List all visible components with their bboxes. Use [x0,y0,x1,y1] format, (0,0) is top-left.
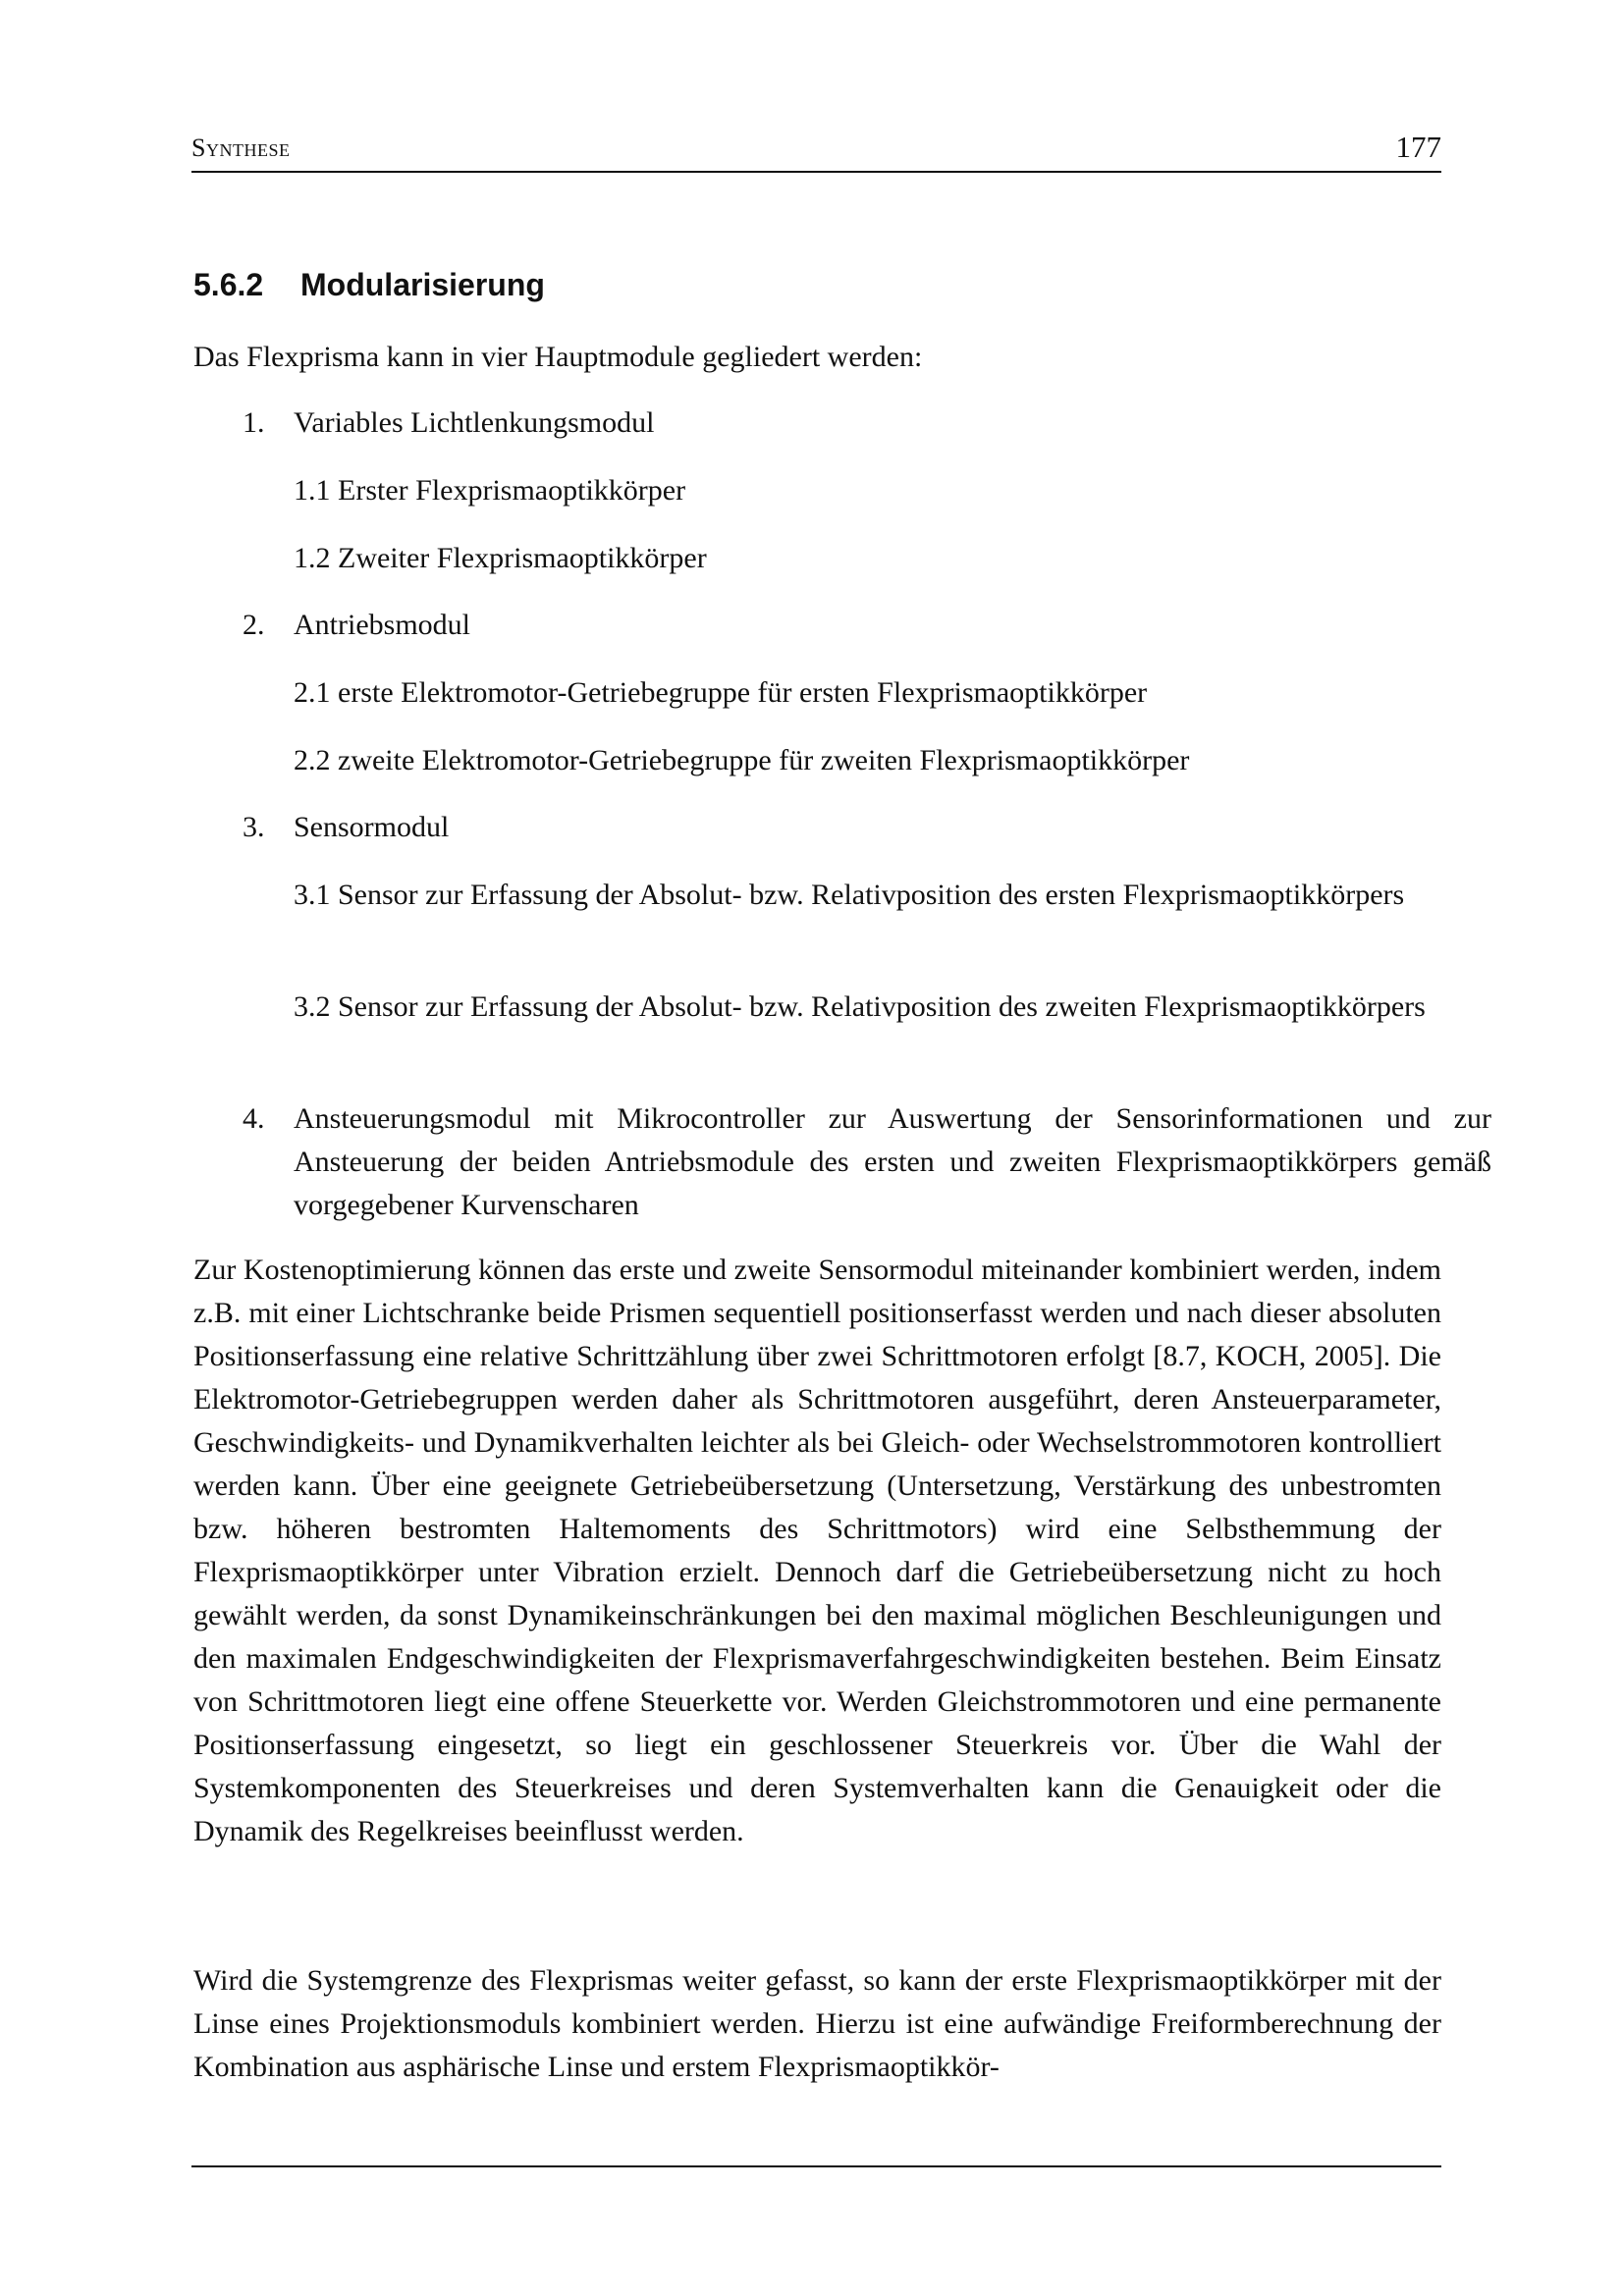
section-title: Modularisierung [300,267,545,302]
header-title: Synthese [191,133,291,162]
footer-rule [191,2165,1441,2167]
list-item-label: Ansteuerungsmodul mit Mikrocontroller zur Auswertung der Sensorinformationen und zur Ansteuerung der beiden Antriebsmodule des ersten und zweiten Flexprismaoptikkörpers gemäß vorgegebener Kurvenscharen [294,1102,1491,1221]
page-number: 177 [1395,130,1441,164]
list-item-label: Antriebsmodul [294,609,470,641]
list-item-module-4 [243,1097,1491,1227]
list-marker: 3. [243,811,265,843]
sub-item-3-1: 3.1 Sensor zur Erfassung der Absolut- bzw. Relativposition des ersten Flexprismaoptikkörpers [294,879,1405,911]
running-header [191,130,1441,173]
intro-sentence: Das Flexprisma kann in vier Hauptmodule gegliedert werden: [193,341,923,373]
section-number: 5.6.2 [193,267,264,302]
list-item-label: Sensormodul [294,811,450,843]
sub-item-2-1: 2.1 erste Elektromotor-Getriebegruppe für ersten Flexprismaoptikkörper [294,676,1148,709]
sub-item-1-1: 1.1 Erster Flexprismaoptikkörper [294,474,686,507]
list-item-module-1 [243,401,1440,445]
list-item-module-2 [243,604,1440,647]
section-heading [193,267,545,303]
sub-item-2-2: 2.2 zweite Elektromotor-Getriebegruppe für zweiten Flexprismaoptikkörper [294,744,1190,776]
sub-item-1-2: 1.2 Zweiter Flexprismaoptikkörper [294,542,707,574]
body-paragraph-2: Wird die Systemgrenze des Flexprismas weiter gefasst, so kann der erste Flexprismaoptikkörper mit der Linse eines Projektionsmoduls kombiniert werden. Hierzu ist eine aufwändige Freiformberechnung der Kombination aus asphärische Linse und erstem Flexprismaoptikkör- [193,1964,1441,2083]
list-marker: 1. [243,406,265,439]
list-marker: 4. [243,1102,265,1135]
sub-item-3-2: 3.2 Sensor zur Erfassung der Absolut- bzw. Relativposition des zweiten Flexprismaoptikkörpers [294,990,1426,1023]
list-item-label: Variables Lichtlenkungsmodul [294,406,655,439]
list-item-module-3 [243,806,1440,849]
body-paragraph-1: Zur Kostenoptimierung können das erste und zweite Sensormodul miteinander kombiniert werden, indem z.B. mit einer Lichtschranke beide Prismen sequentiell positionserfasst werden und nach dieser absoluten Positionserfassung eine relative Schrittzählung über zwei Schrittmotoren erfolgt [8.7, KOCH, 2005]. Die Elektromotor-Getriebegruppen werden daher als Schrittmotoren ausgeführt, deren Ansteuerparameter, Geschwindigkeits- und Dynamikverhalten leichter als bei Gleich- oder Wechselstrommotoren kontrolliert werden kann. Über eine geeignete Getriebeübersetzung (Untersetzung, Verstärkung des unbestromten bzw. höheren bestromten Haltemoments des Schrittmotors) wird eine Selbsthemmung der Flexprismaoptikkörper unter Vibration erzielt. Dennoch darf die Getriebeübersetzung nicht zu hoch gewählt werden, da sonst Dynamikeinschränkungen bei den maximal möglichen Beschleunigungen und den maximalen Endgeschwindigkeiten der Flexprismaverfahrgeschwindigkeiten bestehen. Beim Einsatz von Schrittmotoren liegt eine offene Steuerkette vor. Werden Gleichstrommotoren und eine permanente Positionserfassung eingesetzt, so liegt ein geschlossener Steuerkreis vor. Über die Wahl der Systemkomponenten des Steuerkreises und deren Systemverhalten kann die Genauigkeit oder die Dynamik des Regelkreises beeinflusst werden. [193,1254,1441,1847]
list-marker: 2. [243,609,265,641]
